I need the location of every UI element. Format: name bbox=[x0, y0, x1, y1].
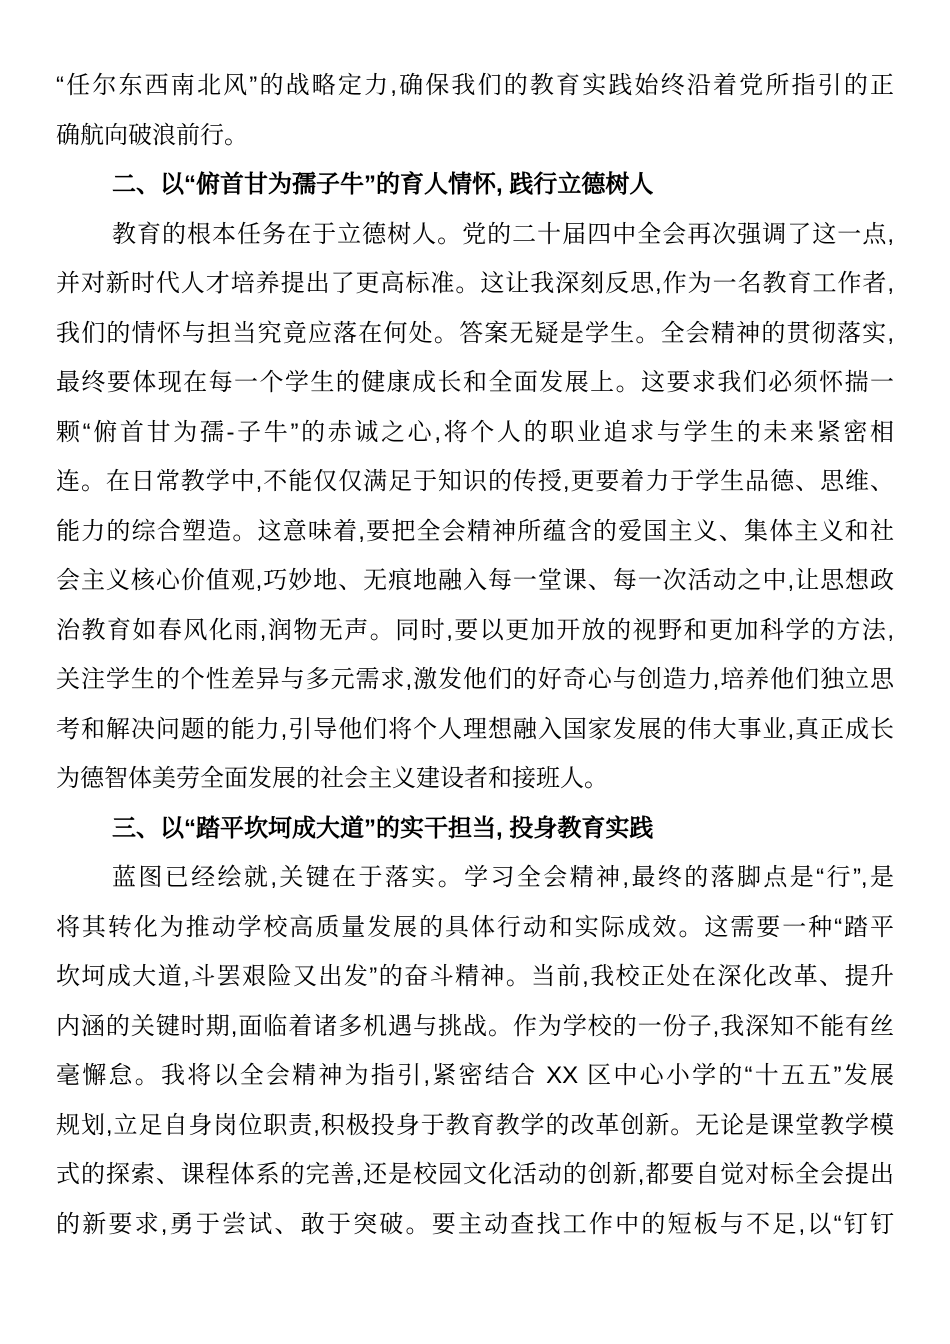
text-line: “任尔东西南北风”的战略定力,确保我们的教育实践始终沿着党所指引的正 bbox=[56, 72, 894, 99]
text-line: 式的探索、课程体系的完善,还是校园文化活动的创新,都要自觉对标全会提出 bbox=[56, 1161, 894, 1188]
text-line: 毫懈怠。我将以全会精神为指引,紧密结合 XX 区中心小学的“十五五”发展 bbox=[56, 1062, 894, 1089]
text-line: 最终要体现在每一个学生的健康成长和全面发展上。这要求我们必须怀揣一 bbox=[56, 369, 894, 396]
text-line: 能力的综合塑造。这意味着,要把全会精神所蕴含的爱国主义、集体主义和社 bbox=[56, 517, 894, 545]
text-line: 教育的根本任务在于立德树人。党的二十届四中全会再次强调了这一点, bbox=[112, 220, 894, 248]
text-line: 并对新时代人才培养提出了更高标准。这让我深刻反思,作为一名教育工作者, bbox=[56, 270, 894, 297]
text-line: 治教育如春风化雨,润物无声。同时,要以更加开放的视野和更加科学的方法, bbox=[56, 616, 894, 644]
text-line: 坎坷成大道,斗罢艰险又出发”的奋斗精神。当前,我校正处在深化改革、提升 bbox=[56, 963, 894, 990]
text-line: 关注学生的个性差异与多元需求,激发他们的好奇心与创造力,培养他们独立思 bbox=[56, 666, 894, 693]
text-line: 连。在日常教学中,不能仅仅满足于知识的传授,更要着力于学生品德、思维、 bbox=[56, 468, 894, 495]
text-line: 为德智体美劳全面发展的社会主义建设者和接班人。 bbox=[56, 765, 608, 792]
text-line: 的新要求,勇于尝试、敢于突破。要主动查找工作中的短板与不足,以“钉钉 bbox=[56, 1210, 894, 1238]
section-heading-3: 三、以“踏平坎坷成大道”的实干担当, 投身教育实践 bbox=[112, 814, 654, 842]
text-line: 规划,立足自身岗位职责,积极投身于教育教学的改革创新。无论是课堂教学模 bbox=[56, 1111, 894, 1139]
text-line: 将其转化为推动学校高质量发展的具体行动和实际成效。这需要一种“踏平 bbox=[56, 913, 894, 941]
text-line: 颗“俯首甘为孺-子牛”的赤诚之心,将个人的职业追求与学生的未来紧密相 bbox=[56, 418, 894, 446]
text-line: 会主义核心价值观,巧妙地、无痕地融入每一堂课、每一次活动之中,让思想政 bbox=[56, 567, 894, 594]
text-line: 考和解决问题的能力,引导他们将个人理想融入国家发展的伟大事业,真正成长 bbox=[56, 715, 894, 743]
text-line: 内涵的关键时期,面临着诸多机遇与挑战。作为学校的一份子,我深知不能有丝 bbox=[56, 1012, 894, 1040]
text-line: 确航向破浪前行。 bbox=[56, 121, 248, 149]
section-heading-2: 二、以“俯首甘为孺子牛”的育人情怀, 践行立德树人 bbox=[112, 171, 654, 198]
text-line: 蓝图已经绘就,关键在于落实。学习全会精神,最终的落脚点是“行”,是 bbox=[112, 864, 894, 891]
text-line: 我们的情怀与担当究竟应落在何处。答案无疑是学生。全会精神的贯彻落实, bbox=[56, 319, 894, 347]
